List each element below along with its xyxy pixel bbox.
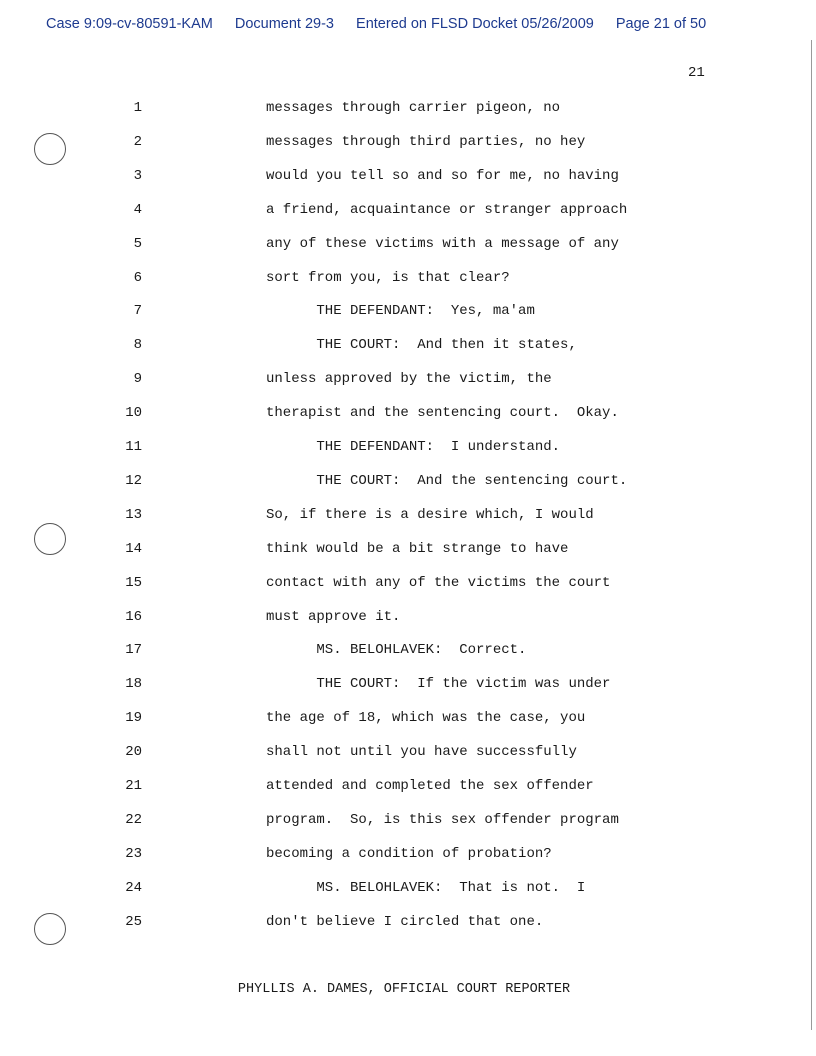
line-text: THE DEFENDANT: I understand. <box>266 439 561 455</box>
transcript-line <box>0 200 816 220</box>
line-number: 22 <box>125 811 142 828</box>
line-number: 6 <box>133 269 142 286</box>
line-number: 3 <box>133 167 142 184</box>
transcript-line <box>0 844 816 864</box>
line-text: THE COURT: And then it states, <box>266 337 577 354</box>
transcript-line <box>0 505 816 525</box>
line-text: messages through carrier pigeon, no <box>266 100 561 116</box>
line-number: 12 <box>125 472 142 489</box>
transcript-page-number: 21 <box>688 65 705 81</box>
transcript-line <box>0 335 816 355</box>
transcript-line <box>0 98 816 118</box>
line-text: unless approved by the victim, the <box>266 371 552 388</box>
line-text: would you tell so and so for me, no having <box>266 167 619 184</box>
transcript-line <box>0 539 816 559</box>
transcript-line <box>0 301 816 321</box>
transcript-line <box>0 268 816 288</box>
line-number: 8 <box>133 337 142 354</box>
line-number: 5 <box>133 235 142 252</box>
transcript-line <box>0 607 816 627</box>
line-text: program. So, is this sex offender program <box>266 811 619 828</box>
transcript-line <box>0 403 816 423</box>
line-number: 24 <box>125 879 142 896</box>
line-text: THE COURT: If the victim was under <box>266 676 611 693</box>
line-text: messages through third parties, no hey <box>266 133 586 150</box>
line-number: 10 <box>125 405 142 422</box>
page-edge-line <box>811 40 812 1030</box>
line-number: 19 <box>125 710 142 727</box>
line-number: 13 <box>125 506 142 523</box>
line-number: 18 <box>125 676 142 693</box>
transcript-line <box>0 471 816 491</box>
line-text: sort from you, is that clear? <box>266 269 510 286</box>
line-number: 1 <box>133 100 142 116</box>
line-number: 20 <box>125 744 142 761</box>
line-number: 9 <box>133 371 142 388</box>
transcript-line <box>0 573 816 593</box>
line-number: 16 <box>125 608 142 625</box>
transcript-line <box>0 132 816 152</box>
transcript-line <box>0 674 816 694</box>
case-number: Case 9:09-cv-80591-KAM <box>46 16 213 32</box>
line-text: MS. BELOHLAVEK: Correct. <box>266 642 527 659</box>
line-number: 14 <box>125 540 142 557</box>
transcript-line <box>0 742 816 762</box>
line-text: So, if there is a desire which, I would <box>266 506 594 523</box>
line-text: don't believe I circled that one. <box>266 913 544 930</box>
line-number: 2 <box>133 133 142 150</box>
page-of-total: Page 21 of 50 <box>615 16 707 32</box>
line-number: 21 <box>125 778 142 794</box>
docket-entry: Entered on FLSD Docket 05/26/2009 <box>356 16 594 32</box>
line-text: think would be a bit strange to have <box>266 540 569 557</box>
line-number: 7 <box>133 303 142 320</box>
line-text: THE COURT: And the sentencing court. <box>266 472 628 489</box>
line-number: 15 <box>125 574 142 591</box>
line-text: any of these victims with a message of any <box>266 235 619 252</box>
transcript-line <box>0 878 816 898</box>
line-number: 23 <box>125 845 142 862</box>
line-number: 25 <box>125 913 142 930</box>
line-number: 4 <box>133 201 142 218</box>
line-text: MS. BELOHLAVEK: That is not. I <box>266 879 586 896</box>
line-text: the age of 18, which was the case, you <box>266 710 586 727</box>
transcript-line <box>0 437 816 457</box>
line-text: becoming a condition of probation? <box>266 845 552 862</box>
line-text: shall not until you have successfully <box>266 744 577 761</box>
line-text: therapist and the sentencing court. Okay. <box>266 405 619 422</box>
line-text: attended and completed the sex offender <box>266 778 594 794</box>
transcript-line <box>0 234 816 254</box>
transcript-line <box>0 708 816 728</box>
transcript-line <box>0 640 816 660</box>
transcript-line <box>0 369 816 389</box>
line-text: must approve it. <box>266 608 401 625</box>
transcript-line <box>0 776 816 796</box>
line-number: 17 <box>125 642 142 659</box>
transcript-line <box>0 912 816 932</box>
line-number: 11 <box>125 439 142 455</box>
court-reporter-footer: PHYLLIS A. DAMES, OFFICIAL COURT REPORTER <box>237 982 571 997</box>
line-text: a friend, acquaintance or stranger approach <box>266 201 628 218</box>
line-text: contact with any of the victims the court <box>266 574 611 591</box>
line-text: THE DEFENDANT: Yes, ma'am <box>266 303 535 320</box>
document-number: Document 29-3 <box>234 16 334 32</box>
transcript-line <box>0 166 816 186</box>
docket-header <box>46 16 706 32</box>
transcript-line <box>0 810 816 830</box>
